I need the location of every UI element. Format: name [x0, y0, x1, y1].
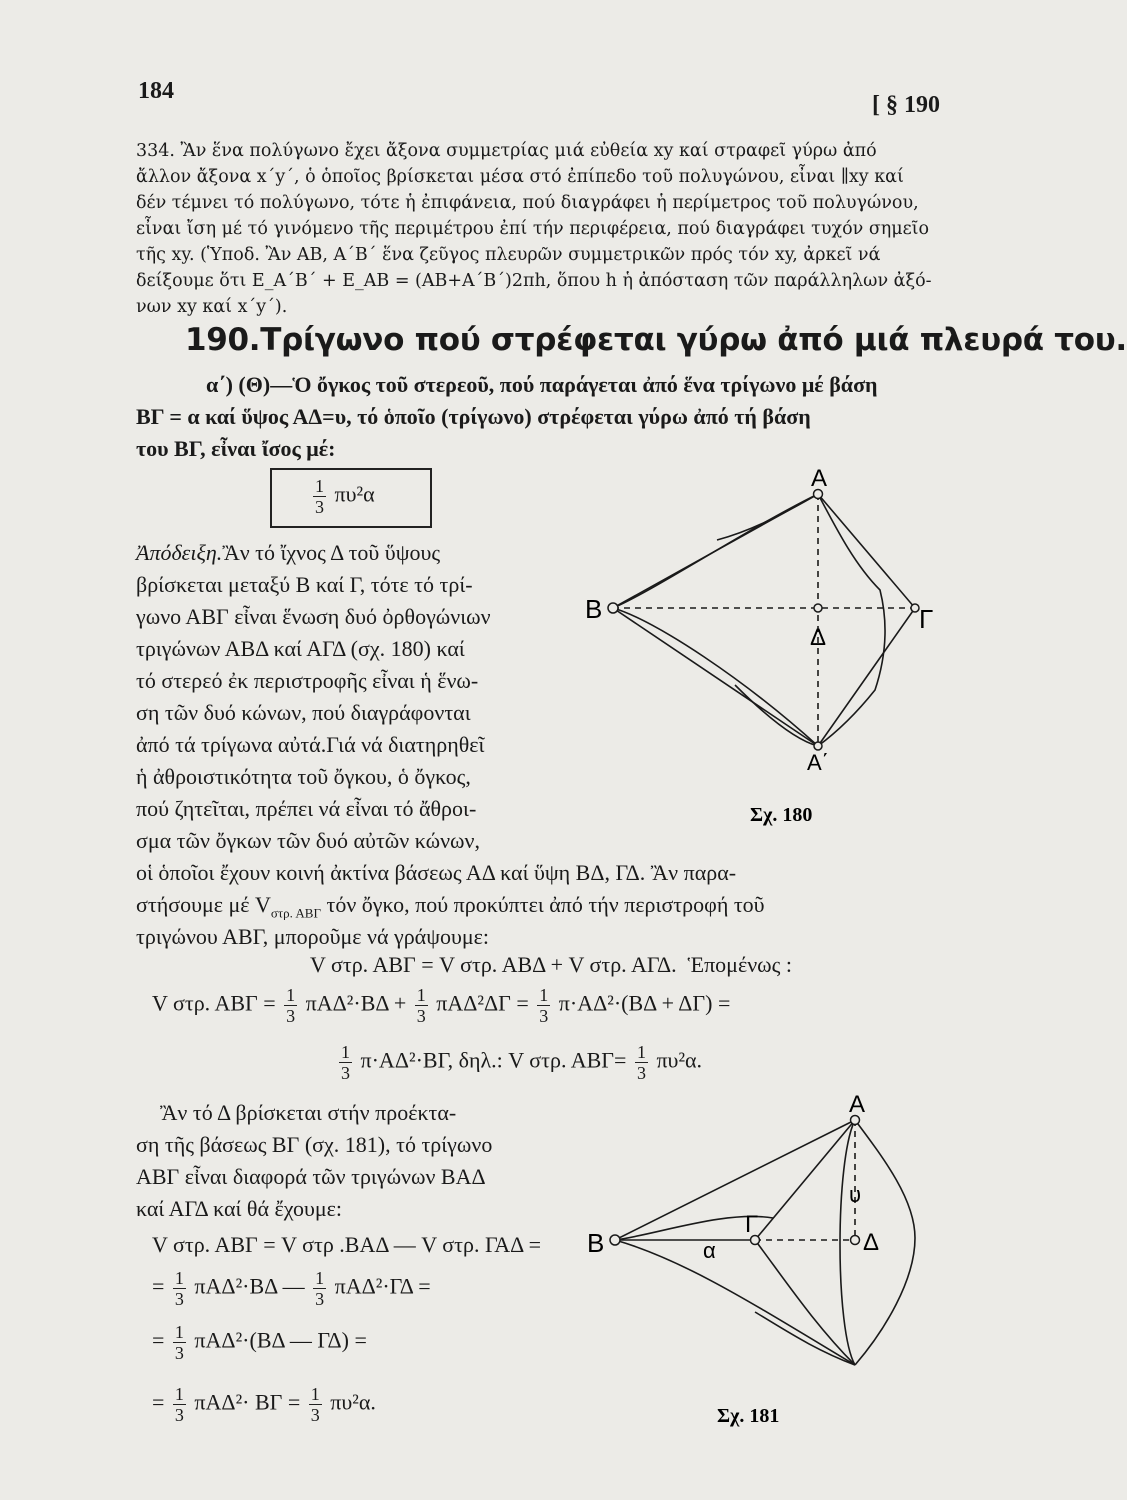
exercise-line: δέν τέμνει τό πολύγωνο, τότε ἡ ἐπιφάνεια, πού διαγράφει ἡ περίμετρος τοῦ πολυγώνου,	[136, 193, 919, 213]
exercise-line: 334. Ἂν ἕνα πολύγωνο ἔχει ἄξονα συμμετρίας μιά εὐθεία xy καί στραφεῖ γύρω ἀπό	[136, 141, 877, 161]
case2-equation: = $\frac{1}{3}$ πΑΔ²· ΒΓ = $\frac{1}{3}$ πυ²α.	[152, 1384, 376, 1425]
figure180-label-Ap: Α΄	[807, 750, 829, 775]
proof-line: σμα τῶν ὄγκων τῶν δυό αὐτῶν κώνων,	[136, 828, 480, 853]
figure180-label-A: Α	[811, 465, 828, 492]
figure181-lower-side	[615, 1240, 855, 1365]
case2-line: ΑΒΓ εἶναι διαφορά τῶν τριγώνων ΒΑΔ	[136, 1164, 486, 1189]
section-reference: [ § 190	[872, 92, 940, 118]
figure180-caption: Σχ. 180	[750, 804, 813, 826]
figure-180	[585, 465, 945, 830]
proof-line: τό στερεό ἐκ περιστροφῆς εἶναι ἡ ἕνω-	[136, 668, 479, 693]
figure181-label-alpha: α	[703, 1238, 716, 1263]
proof-line: ση τῶν δυό κώνων, πού διαγράφονται	[136, 700, 471, 725]
figure180-point-D	[814, 604, 822, 612]
case2-equation: = $\frac{1}{3}$ πΑΔ²·ΒΔ — $\frac{1}{3}$ πΑΔ²·ΓΔ =	[152, 1268, 431, 1309]
figure181-point-D	[851, 1236, 860, 1245]
figure180-label-D: Δ	[810, 624, 827, 651]
exercise-334	[136, 138, 946, 320]
case2-equation: = $\frac{1}{3}$ πΑΔ²·(ΒΔ — ΓΔ) =	[152, 1322, 367, 1363]
theorem-line: α΄) (Θ)—Ὁ ὄγκος τοῦ στερεοῦ, πού παράγεται ἀπό ἕνα τρίγωνο μέ βάση	[206, 372, 878, 397]
figure180-point-Ap	[814, 742, 822, 750]
figure181-label-B: Β	[587, 1228, 605, 1258]
figure180-side-BAp	[613, 608, 818, 746]
figure181-label-upsilon: υ	[849, 1182, 862, 1207]
proof-line: οἱ ὁποῖοι ἔχουν κοινή ἀκτίνα βάσεως ΑΔ καί ὕψη ΒΔ, ΓΔ. Ἂν παρα-	[136, 860, 737, 885]
figure181-lower-arc	[755, 1312, 855, 1365]
fraction: $\frac{1}{3}$	[315, 476, 324, 517]
theorem-line: ΒΓ = α καί ὕψος ΑΔ=υ, τό ὁποῖο (τρίγωνο) στρέφεται γύρω ἀπό τή βάση	[136, 404, 811, 429]
equation-sum: V στρ. ΑΒΓ = V στρ. ΑΒΔ + V στρ. ΑΓΔ. Ἑπομένως :	[310, 952, 792, 977]
exercise-line: δείξουμε ὅτι E_A΄B΄ + E_AB = (AB+A΄B΄)2πh, ὅπου h ἡ ἀπόσταση τῶν παράλληλων ἀξό-	[136, 271, 932, 291]
equation-volume: V στρ. ΑΒΓ = $\frac{1}{3}$ πΑΔ²·ΒΔ + $\frac{1}{3}$ πΑΔ²ΔΓ = $\frac{1}{3}$ π·ΑΔ²·(ΒΔ + ΔΓ) =	[152, 985, 731, 1026]
proof-line: ἡ ἀθροιστικότητα τοῦ ὄγκου, ὁ ὄγκος,	[136, 764, 471, 789]
case2-line: ση τῆς βάσεως ΒΓ (σχ. 181), τό τρίγωνο	[136, 1132, 493, 1157]
proof-line: γωνο ΑΒΓ εἶναι ἕνωση δυό ὀρθογώνιων	[136, 604, 491, 629]
figure181-caption: Σχ. 181	[717, 1405, 780, 1427]
case2-equation: V στρ. ΑΒΓ = V στρ .ΒΑΔ — V στρ. ΓΑΔ =	[152, 1232, 542, 1257]
figure180-point-G	[911, 604, 919, 612]
figure180-label-B: Β	[585, 594, 603, 624]
equation-result: $\frac{1}{3}$ π·ΑΔ²·ΒΓ, δηλ.: V στρ. ΑΒΓ= $\frac{1}{3}$ πυ²α.	[341, 1042, 703, 1083]
formula-expression: πυ²α	[334, 481, 375, 507]
proof-line: τριγώνων ΑΒΔ καί ΑΓΔ (σχ. 180) καί	[136, 636, 465, 661]
proof-line: βρίσκεται μεταξύ Β καί Γ, τότε τό τρί-	[136, 572, 473, 597]
exercise-line: τῆς xy. (Ὑποδ. Ἂν AB, A΄B΄ ἕνα ζεῦγος πλευρῶν συμμετρικῶν πρός τόν xy, ἀρκεῖ νά	[136, 245, 881, 265]
figure181-label-G: Γ	[745, 1211, 759, 1238]
exercise-line: εἶναι ἴση μέ τό γινόμενο τῆς περιμέτρου ἐπί τήν περιφέρεια, πού διαγράφει τυχόν σημεῖο	[136, 219, 930, 239]
section-heading: 190.Τρίγωνο πού στρέφεται γύρω ἀπό μιά πλευρά του.	[185, 322, 1127, 358]
figure180-point-B	[608, 603, 618, 613]
figure181-side-BA	[615, 1120, 855, 1240]
exercise-line: νων xy καί x΄y΄).	[136, 297, 288, 317]
theorem-line: του ΒΓ, εἶναι ἴσος μέ:	[136, 436, 336, 461]
exercise-line: ἄλλον ἄξονα x΄y΄, ὁ ὁποῖος βρίσκεται μέσα στό ἐπίπεδο τοῦ πολυγώνου, εἶναι ∥xy καί	[136, 167, 904, 187]
figure181-label-D: Δ	[863, 1229, 880, 1256]
formula-box	[270, 468, 432, 528]
case2-line: καί ΑΓΔ καί θά ἔχουμε:	[136, 1196, 343, 1221]
figure180-label-G: Γ	[919, 604, 934, 634]
figure-181	[585, 1090, 945, 1450]
page-number: 184	[138, 78, 174, 104]
proof-line: τριγώνου ΑΒΓ, μποροῦμε νά γράψουμε:	[136, 924, 490, 949]
figure181-point-B	[610, 1235, 620, 1245]
case2-line: Ἂν τό Δ βρίσκεται στήν προέκτα-	[160, 1100, 457, 1125]
figure181-label-A: Α	[849, 1091, 866, 1118]
proof-line: πού ζητεῖται, πρέπει νά εἶναι τό ἄθροι-	[136, 796, 477, 821]
proof-first-line: Ἀπόδειξη.Ἂν τό ἴχνος Δ τοῦ ὕψους	[136, 540, 441, 565]
figure180-right-sides	[818, 494, 915, 746]
proof-line: ἀπό τά τρίγωνα αὐτά.Γιά νά διατηρηθεῖ	[136, 732, 485, 757]
figure180-right-cone-arc	[818, 494, 885, 746]
proof-line: στήσουμε μέ $V_{\sigma\tau\rho. AB\Gamma}$ τόν ὄγκο, πού προκύπτει ἀπό τήν περιστροφή τοῦ	[136, 892, 765, 921]
proof-label: Ἀπόδειξη.	[136, 540, 223, 565]
